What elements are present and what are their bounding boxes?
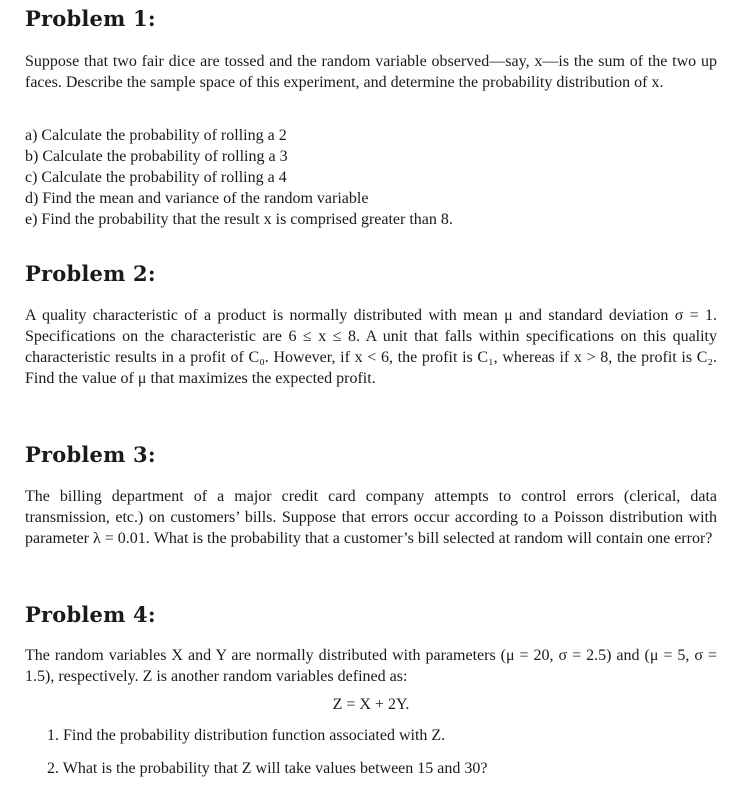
problem-1-item-e: e) Find the probability that the result x is comprised greater than 8. <box>25 211 453 228</box>
problem-4-body <box>25 645 717 687</box>
problem-3 <box>25 442 717 467</box>
problem-4 <box>25 602 717 627</box>
problem-1-item-d: d) Find the mean and variance of the random variable <box>25 190 369 207</box>
problem-4-item-2: 2. What is the probability that Z will take values between 15 and 30? <box>47 760 488 777</box>
problem-1 <box>25 6 717 31</box>
problem-2-title: Problem 2: <box>25 261 156 286</box>
problem-1-item-a: a) Calculate the probability of rolling a 2 <box>25 127 287 144</box>
problem-2-text: A quality characteristic of a product is normally distributed with mean μ and standard deviation σ = 1. Specifications on the characteristic are 6 ≤ x ≤ 8. A unit that falls within specifications on this quality characteristic results in a profit of C₀. However, if x < 6, the profit is C₁, whereas if x > 8, the profit is C₂. Find the value of μ that maximizes the expected profit. <box>25 307 717 387</box>
problem-1-title: Problem 1: <box>25 6 156 31</box>
problem-3-body <box>25 486 717 549</box>
problem-4-item-1: 1. Find the probability distribution function associated with Z. <box>47 727 446 744</box>
problem-1-item-c: c) Calculate the probability of rolling a 4 <box>25 169 287 186</box>
problem-1-body <box>25 51 717 93</box>
problem-4-text: The random variables X and Y are normally distributed with parameters (μ = 20, σ = 2.5) and (μ = 5, σ = 1.5), respectively. Z is another random variables defined as: <box>25 647 717 685</box>
problem-3-text: The billing department of a major credit card company attempts to control errors (clerical, data transmission, etc.) on customers’ bills. Suppose that errors occur according to a Poisson distribution with parameter λ = 0.01. What is the probability that a customer’s bill selected at random will contain one error? <box>25 488 717 547</box>
problem-1-text: Suppose that two fair dice are tossed and the random variable observed—say, x—is the sum of the two up faces. Describe the sample space of this experiment, and determine the probability distribution of x. <box>25 53 717 91</box>
problem-4-items <box>47 725 739 779</box>
problem-2 <box>25 261 717 286</box>
problem-4-equation: Z = X + 2Y. <box>332 696 410 713</box>
problem-1-items <box>25 125 717 230</box>
problem-2-body <box>25 305 717 389</box>
problem-1-item-b: b) Calculate the probability of rolling a 3 <box>25 148 288 165</box>
problem-3-title: Problem 3: <box>25 442 156 467</box>
problem-4-equation-wrap <box>25 696 717 714</box>
problem-4-title: Problem 4: <box>25 602 156 627</box>
